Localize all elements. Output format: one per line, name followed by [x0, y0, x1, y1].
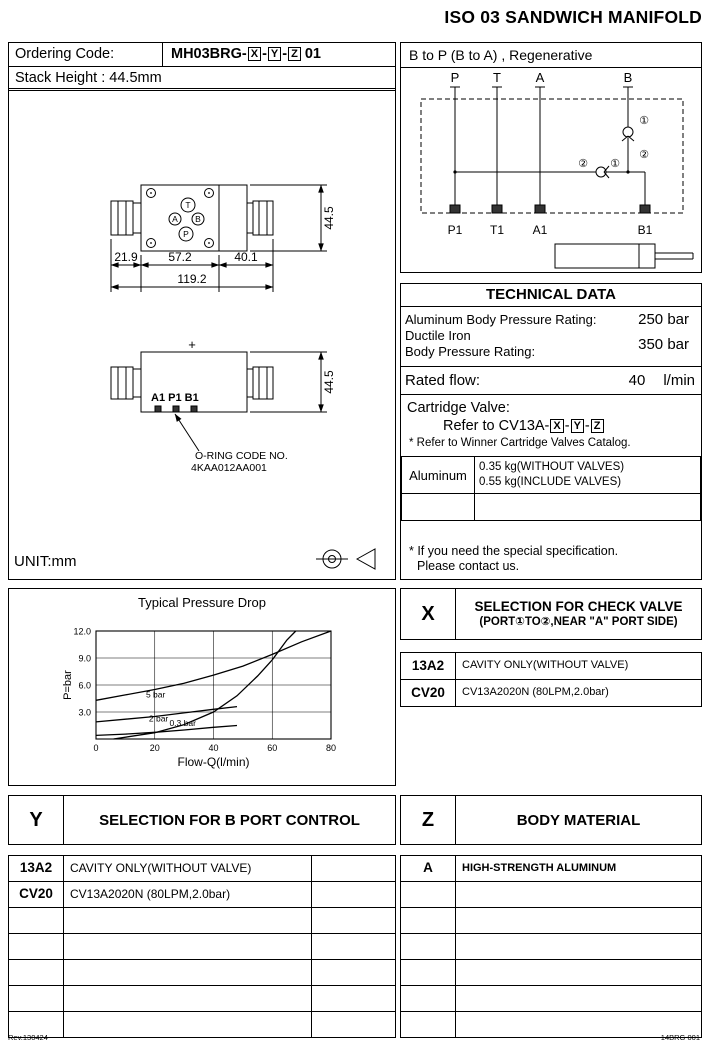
row-extra-cell [311, 960, 395, 985]
doc-number: 14BRG 001 [660, 1033, 700, 1042]
row-extra-cell [311, 908, 395, 933]
svg-text:9.0: 9.0 [78, 653, 91, 664]
row-code [401, 882, 456, 907]
row-code: CV20 [9, 882, 64, 907]
dimension-drawing [9, 89, 393, 577]
technical-data-title: TECHNICAL DATA [401, 284, 701, 307]
front-port-labels: A1 P1 B1 [151, 392, 199, 404]
dim-119-2: 119.2 [177, 272, 207, 286]
row-code: 13A2 [401, 653, 456, 679]
ordering-code-label: Ordering Code: [9, 43, 163, 66]
cartridge-valve-note: * Refer to Winner Cartridge Valves Catalog. [409, 437, 631, 449]
table-row [401, 653, 701, 680]
weight-empty-cell [402, 494, 475, 521]
valve-marker-2: ② [639, 149, 649, 161]
rated-flow-label: Rated flow: [405, 372, 481, 389]
table-row [401, 856, 701, 882]
z-selection-header [400, 795, 702, 845]
table-row [9, 856, 395, 882]
table-row [401, 680, 701, 706]
row-desc [456, 986, 701, 1011]
svg-text:0: 0 [93, 743, 99, 753]
weight-values: 0.35 kg(WITHOUT VALVES) 0.55 kg(INCLUDE VALVES) [475, 457, 701, 494]
row-desc [64, 908, 311, 933]
weight-material: Aluminum [402, 457, 475, 494]
row-code: 13A2 [9, 856, 64, 881]
x-key: X [401, 589, 456, 639]
row-desc [456, 934, 701, 959]
rated-flow-unit: l/min [663, 372, 695, 389]
row-code: A [401, 856, 456, 881]
y-selection-rows [8, 855, 396, 1038]
y-title: SELECTION FOR B PORT CONTROL [99, 811, 360, 829]
svg-text:80: 80 [325, 743, 337, 753]
y-key: Y [9, 796, 64, 844]
chart-title: Typical Pressure Drop [138, 595, 266, 610]
revision-label: Rev.130424 [8, 1033, 48, 1042]
row-desc [64, 960, 311, 985]
pressure-drop-chart [9, 589, 395, 783]
row-desc: CAVITY ONLY(WITHOUT VALVE) [462, 659, 629, 671]
port-label-B1: B1 [637, 223, 653, 237]
row-desc [456, 882, 701, 907]
z-title: BODY MATERIAL [516, 811, 641, 829]
row-code [401, 908, 456, 933]
table-row [401, 882, 701, 908]
ordering-x-box: X [248, 47, 261, 61]
dim-40-1: 40.1 [234, 250, 258, 264]
ordering-code-row [9, 43, 395, 67]
top-view [111, 185, 273, 251]
page-title: ISO 03 SANDWICH MANIFOLD [444, 7, 702, 27]
oring-label-line2: 4KAA012AA001 [191, 462, 267, 474]
row-code [401, 1012, 456, 1037]
cartridge-z-box: Z [591, 419, 604, 433]
svg-text:5 bar: 5 bar [145, 689, 166, 700]
top-port-T: T [185, 200, 191, 210]
valve-marker-1: ① [639, 115, 649, 127]
svg-text:Flow-Q(l/min): Flow-Q(l/min) [177, 755, 250, 769]
aluminum-rating-value: 250 bar [638, 311, 689, 328]
cartridge-y-box: Y [571, 419, 584, 433]
port-label-P1: P1 [447, 223, 463, 237]
row-desc: HIGH-STRENGTH ALUMINUM [462, 862, 617, 874]
table-row [401, 986, 701, 1012]
ordering-code-value: MH03BRG- X - Y - Z 01 [171, 46, 321, 62]
unit-label: UNIT:mm [14, 553, 77, 570]
port-label-B: B [623, 70, 633, 85]
svg-text:3.0: 3.0 [78, 707, 91, 718]
table-row [401, 934, 701, 960]
row-code [9, 986, 64, 1011]
iron-rating-value: 350 bar [638, 335, 689, 353]
port-label-T: T [493, 70, 501, 85]
row-extra-cell [311, 1012, 395, 1037]
dim-21-9: 21.9 [114, 250, 138, 264]
rated-flow-value: 40 [628, 372, 646, 389]
top-port-P: P [183, 229, 189, 239]
svg-text:20: 20 [149, 743, 160, 753]
cartridge-valve-title: Cartridge Valve: [407, 400, 510, 416]
svg-text:P=bar: P=bar [62, 670, 74, 700]
bottom-port-blocks [450, 205, 650, 213]
cartridge-valve-ref: Refer to CV13A- X - Y - Z [407, 417, 695, 436]
dim-height-front: 44.5 [322, 370, 336, 394]
cartridge-valve-section [401, 395, 701, 456]
technical-data-panel [400, 283, 702, 580]
cylinder-symbol [555, 244, 693, 268]
row-desc: CV13A2020N (80LPM,2.0bar) [462, 686, 609, 698]
port-label-T1: T1 [489, 223, 505, 237]
valve-marker-1b: ① [610, 158, 620, 170]
oring-callout [175, 414, 199, 451]
row-desc [456, 960, 701, 985]
weight-table [401, 456, 701, 521]
pressure-drop-chart-panel [8, 588, 396, 786]
svg-text:60: 60 [267, 743, 278, 753]
svg-text:0.3 bar: 0.3 bar [169, 717, 196, 728]
dim-57-2: 57.2 [168, 250, 192, 264]
z-key: Z [401, 796, 456, 844]
plus-mark: + [188, 337, 196, 352]
ordering-y-box: Y [268, 47, 281, 61]
row-code [401, 986, 456, 1011]
table-row [9, 960, 395, 986]
iron-rating-label: Ductile Iron Body Pressure Rating: [405, 328, 536, 359]
table-row [9, 986, 395, 1012]
table-row [401, 908, 701, 934]
row-extra-cell [311, 934, 395, 959]
row-desc [456, 908, 701, 933]
special-spec-note: * If you need the special specification. Please contact us. [409, 544, 619, 573]
x-selection-header [400, 588, 702, 640]
row-extra-cell [311, 986, 395, 1011]
y-selection-header [8, 795, 396, 845]
stack-height: Stack Height : 44.5mm [15, 70, 162, 86]
port-label-A: A [535, 70, 545, 85]
ordering-code-box [8, 42, 396, 91]
row-extra-cell [311, 882, 395, 907]
rated-flow-row [401, 367, 701, 395]
row-code: CV20 [401, 680, 456, 706]
dim-height-top: 44.5 [322, 206, 336, 230]
flow-lines [453, 87, 645, 205]
front-view-dimensions [250, 352, 327, 412]
top-port-A: A [172, 214, 178, 224]
pressure-ratings-section [401, 307, 701, 367]
row-desc [64, 934, 311, 959]
schematic-title: B to P (B to A) , Regenerative [401, 43, 701, 68]
table-row [401, 1012, 701, 1037]
row-code [9, 960, 64, 985]
table-row [9, 882, 395, 908]
svg-text:12.0: 12.0 [73, 626, 91, 637]
row-desc: CAVITY ONLY(WITHOUT VALVE) [70, 861, 252, 875]
valve-marker-2b: ② [578, 158, 588, 170]
x-title: SELECTION FOR CHECK VALVE (PORT①TO②,NEAR "A" PORT SIDE) [474, 599, 683, 628]
projection-symbol [316, 549, 375, 569]
row-code [9, 908, 64, 933]
row-code [401, 960, 456, 985]
port-label-P: P [450, 70, 460, 85]
table-row [9, 908, 395, 934]
cartridge-x-box: X [550, 419, 563, 433]
table-row [9, 1012, 395, 1037]
aluminum-rating-label: Aluminum Body Pressure Rating: [405, 311, 597, 327]
weight-empty-cell [475, 494, 701, 521]
row-desc: CV13A2020N (80LPM,2.0bar) [70, 887, 231, 901]
row-code [9, 934, 64, 959]
ordering-z-box: Z [288, 47, 301, 61]
schematic-panel [400, 42, 702, 273]
port-label-A1: A1 [532, 223, 548, 237]
hydraulic-schematic [401, 68, 699, 271]
svg-text:40: 40 [208, 743, 219, 753]
x-selection-rows [400, 652, 702, 707]
oring-label-line1: O-RING CODE NO. [195, 450, 288, 462]
table-row [9, 934, 395, 960]
row-code [401, 934, 456, 959]
svg-text:6.0: 6.0 [78, 680, 91, 691]
svg-text:2 bar: 2 bar [148, 713, 169, 724]
table-row [401, 960, 701, 986]
z-selection-rows [400, 855, 702, 1038]
top-port-B: B [195, 214, 201, 224]
row-desc [64, 986, 311, 1011]
row-desc [64, 1012, 311, 1037]
dimension-drawing-panel [8, 88, 396, 580]
row-extra-cell [311, 856, 395, 881]
